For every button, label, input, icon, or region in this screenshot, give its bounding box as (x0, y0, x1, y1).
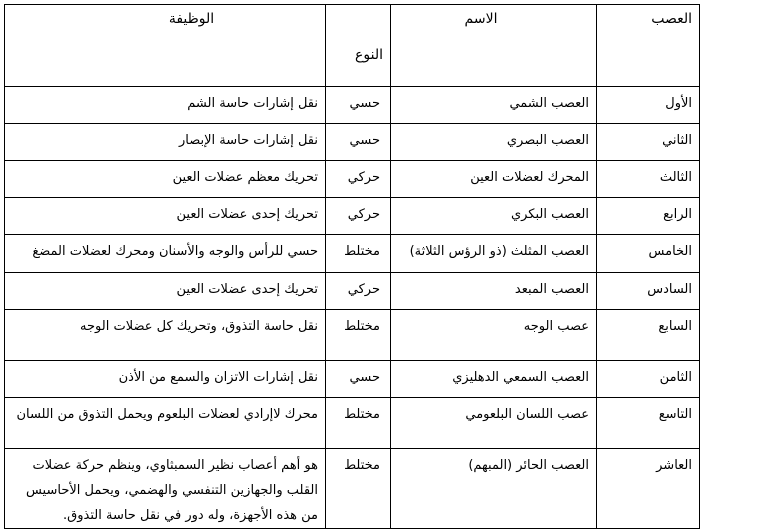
nerve-cell: الثالث (597, 161, 700, 198)
table-row (5, 124, 700, 161)
type-cell: حسي (326, 87, 391, 124)
name-cell: العصب الحائر (المبهم) (391, 449, 597, 529)
nerve-cell: الأول (597, 87, 700, 124)
table-row (5, 398, 700, 449)
type-cell: حسي (326, 124, 391, 161)
nerve-cell: العاشر (597, 449, 700, 529)
nerve-cell: السابع (597, 310, 700, 361)
table-row (5, 198, 700, 235)
name-cell: العصب البصري (391, 124, 597, 161)
type-cell: مختلط (326, 398, 391, 449)
header-function: الوظيفة (5, 5, 326, 87)
nerve-cell: السادس (597, 273, 700, 310)
table-row (5, 161, 700, 198)
name-cell: عصب الوجه (391, 310, 597, 361)
nerve-cell: الثامن (597, 361, 700, 398)
function-cell: تحريك إحدى عضلات العين (5, 273, 326, 310)
table-row (5, 87, 700, 124)
function-cell: تحريك إحدى عضلات العين (5, 198, 326, 235)
type-cell: حركي (326, 273, 391, 310)
function-cell: نقل إشارات حاسة الشم (5, 87, 326, 124)
name-cell: العصب المثلث (ذو الرؤس الثلاثة) (391, 235, 597, 273)
nerve-cell: التاسع (597, 398, 700, 449)
table-row (5, 273, 700, 310)
type-cell: مختلط (326, 235, 391, 273)
function-cell: حسي للرأس والوجه والأسنان ومحرك لعضلات المضغ (5, 235, 326, 273)
header-name: الاسم (391, 5, 597, 87)
nerve-cell: الرابع (597, 198, 700, 235)
type-cell: حركي (326, 198, 391, 235)
type-cell: حسي (326, 361, 391, 398)
table-row (5, 310, 700, 361)
name-cell: العصب الشمي (391, 87, 597, 124)
name-cell: عصب اللسان البلعومي (391, 398, 597, 449)
name-cell: المحرك لعضلات العين (391, 161, 597, 198)
type-cell: مختلط (326, 449, 391, 529)
function-cell: هو أهم أعصاب نظير السمبثاوي، وينظم حركة عضلات القلب والجهازين التنفسي والهضمي، ويحمل الأحاسيس من هذه الأجهزة، وله دور في نقل حاسة التذوق. (5, 449, 326, 529)
table-row (5, 449, 700, 529)
function-cell: تحريك معظم عضلات العين (5, 161, 326, 198)
header-type: النوع (326, 5, 391, 87)
function-cell: نقل إشارات الاتزان والسمع من الأذن (5, 361, 326, 398)
table-row (5, 361, 700, 398)
function-cell: نقل حاسة التذوق، وتحريك كل عضلات الوجه (5, 310, 326, 361)
header-nerve: العصب (597, 5, 700, 87)
table-header-row (5, 5, 700, 87)
table-row (5, 235, 700, 273)
nerve-cell: الخامس (597, 235, 700, 273)
nerve-cell: الثاني (597, 124, 700, 161)
name-cell: العصب البكري (391, 198, 597, 235)
type-cell: مختلط (326, 310, 391, 361)
name-cell: العصب السمعي الدهليزي (391, 361, 597, 398)
cranial-nerves-table (4, 4, 700, 529)
name-cell: العصب المبعد (391, 273, 597, 310)
function-cell: نقل إشارات حاسة الإبصار (5, 124, 326, 161)
function-cell: محرك لاإرادي لعضلات البلعوم ويحمل التذوق من اللسان (5, 398, 326, 449)
type-cell: حركي (326, 161, 391, 198)
